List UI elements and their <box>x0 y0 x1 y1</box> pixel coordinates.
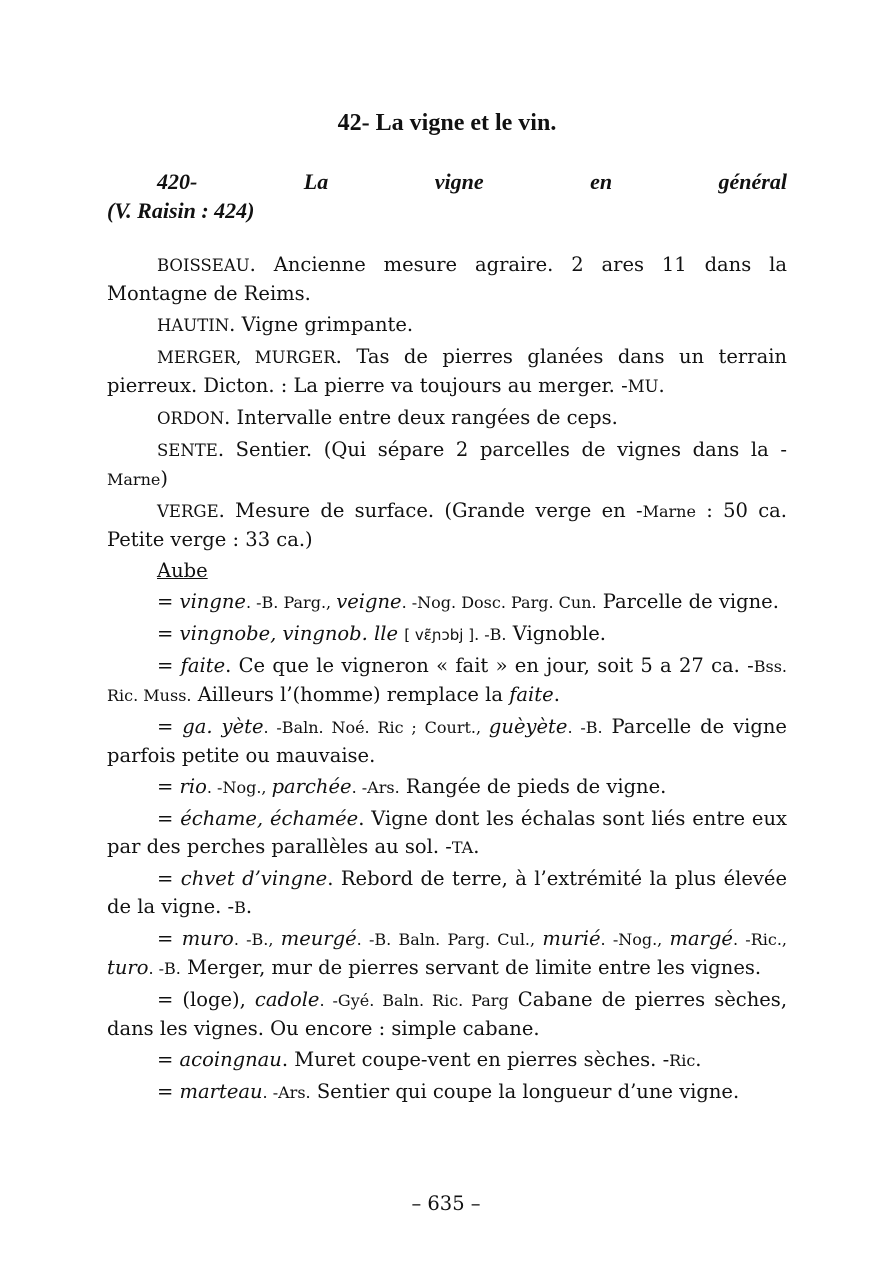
entry-gayete: = ga. yète. -Baln. Noé. Ric ; Court., guèyète. -B. Parcelle de vigne parfois petite ou mauvaise. <box>107 715 787 767</box>
entries <box>107 251 787 1107</box>
page-number: – 635 – <box>411 1192 481 1215</box>
subsection-aube: Aube <box>157 559 208 582</box>
chapter-title: 42- La vigne et le vin. <box>337 110 557 136</box>
entry-faite: = faite. Ce que le vigneron « fait » en jour, soit 5 a 27 ca. -Bss. Ric. Muss. Ailleurs l’(homme) remplace la faite. <box>107 654 788 706</box>
entry-rio: = rio. -Nog., parchée. -Ars. Rangée de pieds de vigne. <box>157 775 667 798</box>
entry-verge: VERGE. Mesure de surface. (Grande verge en -Marne : 50 ca. Petite verge : 33 ca.) <box>107 499 787 551</box>
entry-vingne: = vingne. -B. Parg., veigne. -Nog. Dosc. Parg. Cun. Parcelle de vigne. <box>157 590 779 613</box>
section-word: vigne <box>434 169 484 194</box>
section-word: général <box>718 169 787 194</box>
entry-merger: MERGER, MURGER. Tas de pierres glanées dans un terrain pierreux. Dicton. : La pierre va toujours au merger. -MU. <box>107 345 787 397</box>
entry-muro: = muro. -B., meurgé. -B. Baln. Parg. Cul., murié. -Nog., margé. -Ric., turo. -B. Merger, mur de pierres servant de limite entre les vignes. <box>107 927 788 979</box>
entry-sente: SENTE. Sentier. (Qui sépare 2 parcelles de vignes dans la -Marne) <box>107 438 787 490</box>
section-ref: (V. Raisin : 424) <box>107 198 255 223</box>
entry-hautin: HAUTIN. Vigne grimpante. <box>157 313 414 336</box>
entry-chvet: = chvet d’vingne. Rebord de terre, à l’extrémité la plus élevée de la vigne. -B. <box>107 867 787 918</box>
entry-ordon: ORDON. Intervalle entre deux rangées de ceps. <box>157 406 618 429</box>
page-content <box>107 100 787 1110</box>
section-heading <box>107 167 787 225</box>
entry-echame: = échame, échamée. Vigne dont les échalas sont liés entre eux par des perches parallèles au sol. -TA. <box>107 807 787 858</box>
section-word: en <box>590 169 613 194</box>
entry-marteau: = marteau. -Ars. Sentier qui coupe la longueur d’une vigne. <box>157 1080 740 1103</box>
entry-boisseau: BOISSEAU. Ancienne mesure agraire. 2 ares 11 dans la Montagne de Reims. <box>107 253 787 305</box>
entry-cadole: = (loge), cadole. -Gyé. Baln. Ric. Parg Cabane de pierres sèches, dans les vignes. Ou encore : simple cabane. <box>107 988 788 1040</box>
section-word: La <box>303 169 329 194</box>
entry-vingnobe: = vingnobe, vingnob. lle [ vɛ̃ɲɔbj ]. -B. Vignoble. <box>157 622 606 645</box>
section-number: 420- <box>157 169 198 194</box>
entry-acoingnau: = acoingnau. Muret coupe-vent en pierres sèches. -Ric. <box>157 1048 702 1071</box>
